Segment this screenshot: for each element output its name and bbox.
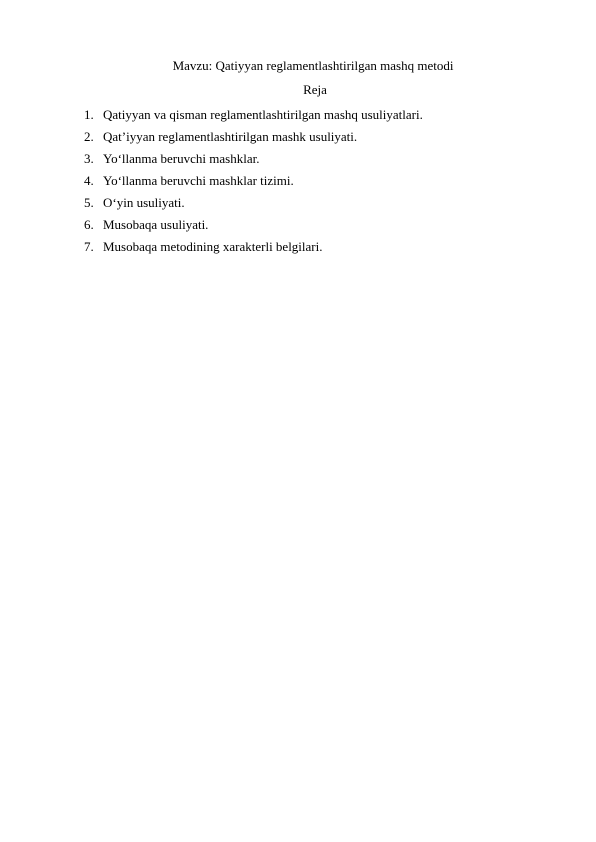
plan-item: [84, 217, 423, 239]
plan-item-text: Yo‘llanma beruvchi mashklar tizimi.: [103, 173, 294, 188]
document-subtitle: Reja: [303, 82, 327, 97]
plan-item-text: Musobaqa metodining xarakterli belgilari.: [103, 239, 323, 254]
plan-item-number: 3.: [84, 151, 94, 166]
plan-item-text: Musobaqa usuliyati.: [103, 217, 209, 232]
plan-item-number: 2.: [84, 129, 94, 144]
plan-list: [84, 107, 423, 261]
plan-item-number: 6.: [84, 217, 94, 232]
plan-item-text: O‘yin usuliyati.: [103, 195, 185, 210]
plan-item-number: 5.: [84, 195, 94, 210]
plan-item-text: Qatiyyan va qisman reglamentlashtirilgan mashq usuliyatlari.: [103, 107, 423, 122]
plan-item: [84, 151, 423, 173]
plan-item: [84, 107, 423, 129]
plan-item-text: Qat’iyyan reglamentlashtirilgan mashk usuliyati.: [103, 129, 358, 144]
plan-item-number: 7.: [84, 239, 94, 254]
plan-item: [84, 195, 423, 217]
plan-item: [84, 173, 423, 195]
plan-item: [84, 239, 423, 261]
plan-item-number: 1.: [84, 107, 94, 122]
document-title: Mavzu: Qatiyyan reglamentlashtirilgan mashq metodi: [172, 58, 454, 73]
plan-item-number: 4.: [84, 173, 94, 188]
plan-item-text: Yo‘llanma beruvchi mashklar.: [103, 151, 260, 166]
plan-item: [84, 129, 423, 151]
